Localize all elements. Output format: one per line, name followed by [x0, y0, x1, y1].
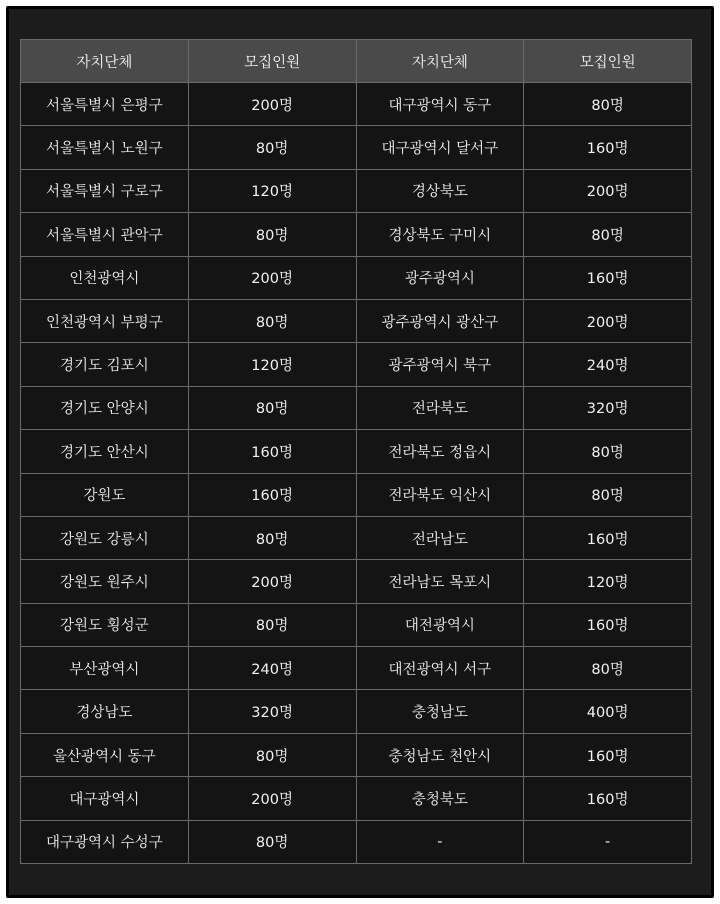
count-cell: 200명 — [188, 256, 356, 299]
region-cell: 충청남도 천안시 — [356, 733, 524, 776]
region-cell: 강원도 횡성군 — [21, 603, 189, 646]
count-cell: 160명 — [524, 733, 692, 776]
count-cell: 80명 — [524, 430, 692, 473]
region-cell: 광주광역시 북구 — [356, 343, 524, 386]
count-cell: 80명 — [524, 647, 692, 690]
count-cell: 120명 — [188, 343, 356, 386]
region-cell: 대구광역시 수성구 — [21, 820, 189, 863]
count-cell: 80명 — [188, 126, 356, 169]
table-row — [21, 126, 692, 169]
count-cell: 80명 — [524, 213, 692, 256]
count-cell: 160명 — [188, 473, 356, 516]
table-row — [21, 690, 692, 733]
table-row — [21, 430, 692, 473]
region-cell: 전라남도 목포시 — [356, 560, 524, 603]
table-row — [21, 560, 692, 603]
table-frame — [6, 6, 714, 898]
table-row — [21, 299, 692, 342]
column-header-count-1: 모집인원 — [188, 40, 356, 83]
table-row — [21, 386, 692, 429]
region-cell: 경기도 안산시 — [21, 430, 189, 473]
table-row — [21, 647, 692, 690]
region-cell: 대구광역시 — [21, 777, 189, 820]
table-row — [21, 256, 692, 299]
region-cell: 전라북도 — [356, 386, 524, 429]
table-row — [21, 516, 692, 559]
region-cell: - — [356, 820, 524, 863]
region-cell: 서울특별시 관악구 — [21, 213, 189, 256]
region-cell: 대구광역시 달서구 — [356, 126, 524, 169]
region-cell: 강원도 강릉시 — [21, 516, 189, 559]
table-row — [21, 603, 692, 646]
count-cell: 320명 — [188, 690, 356, 733]
count-cell: 120명 — [188, 169, 356, 212]
count-cell: 160명 — [188, 430, 356, 473]
count-cell: 80명 — [188, 213, 356, 256]
region-cell: 서울특별시 구로구 — [21, 169, 189, 212]
count-cell: 120명 — [524, 560, 692, 603]
table-row — [21, 83, 692, 126]
region-cell: 대전광역시 — [356, 603, 524, 646]
count-cell: 160명 — [524, 777, 692, 820]
region-cell: 광주광역시 — [356, 256, 524, 299]
count-cell: 400명 — [524, 690, 692, 733]
count-cell: 200명 — [524, 299, 692, 342]
region-cell: 경기도 김포시 — [21, 343, 189, 386]
count-cell: 200명 — [188, 560, 356, 603]
table-row — [21, 473, 692, 516]
region-cell: 대전광역시 서구 — [356, 647, 524, 690]
count-cell: 80명 — [524, 473, 692, 516]
count-cell: 160명 — [524, 256, 692, 299]
table-header-row — [21, 40, 692, 83]
table-row — [21, 820, 692, 863]
region-cell: 경상북도 구미시 — [356, 213, 524, 256]
region-cell: 서울특별시 은평구 — [21, 83, 189, 126]
region-cell: 충청북도 — [356, 777, 524, 820]
count-cell: - — [524, 820, 692, 863]
count-cell: 240명 — [188, 647, 356, 690]
count-cell: 200명 — [188, 777, 356, 820]
count-cell: 80명 — [188, 299, 356, 342]
column-header-region-1: 자치단체 — [21, 40, 189, 83]
region-cell: 충청남도 — [356, 690, 524, 733]
region-cell: 서울특별시 노원구 — [21, 126, 189, 169]
table-row — [21, 169, 692, 212]
region-cell: 울산광역시 동구 — [21, 733, 189, 776]
region-cell: 대구광역시 동구 — [356, 83, 524, 126]
count-cell: 160명 — [524, 603, 692, 646]
count-cell: 240명 — [524, 343, 692, 386]
column-header-count-2: 모집인원 — [524, 40, 692, 83]
count-cell: 320명 — [524, 386, 692, 429]
table-row — [21, 343, 692, 386]
count-cell: 80명 — [188, 603, 356, 646]
column-header-region-2: 자치단체 — [356, 40, 524, 83]
region-cell: 강원도 — [21, 473, 189, 516]
count-cell: 160명 — [524, 126, 692, 169]
table-body — [21, 83, 692, 864]
region-cell: 경상남도 — [21, 690, 189, 733]
region-cell: 부산광역시 — [21, 647, 189, 690]
count-cell: 200명 — [524, 169, 692, 212]
table-row — [21, 733, 692, 776]
count-cell: 80명 — [188, 733, 356, 776]
count-cell: 80명 — [188, 820, 356, 863]
count-cell: 200명 — [188, 83, 356, 126]
region-cell: 전라북도 정읍시 — [356, 430, 524, 473]
region-cell: 인천광역시 — [21, 256, 189, 299]
count-cell: 80명 — [524, 83, 692, 126]
region-cell: 전라남도 — [356, 516, 524, 559]
region-cell: 강원도 원주시 — [21, 560, 189, 603]
region-cell: 경상북도 — [356, 169, 524, 212]
table-row — [21, 777, 692, 820]
count-cell: 80명 — [188, 386, 356, 429]
region-cell: 전라북도 익산시 — [356, 473, 524, 516]
count-cell: 80명 — [188, 516, 356, 559]
region-cell: 광주광역시 광산구 — [356, 299, 524, 342]
region-cell: 인천광역시 부평구 — [21, 299, 189, 342]
count-cell: 160명 — [524, 516, 692, 559]
region-cell: 경기도 안양시 — [21, 386, 189, 429]
table-row — [21, 213, 692, 256]
recruitment-table — [20, 39, 692, 864]
